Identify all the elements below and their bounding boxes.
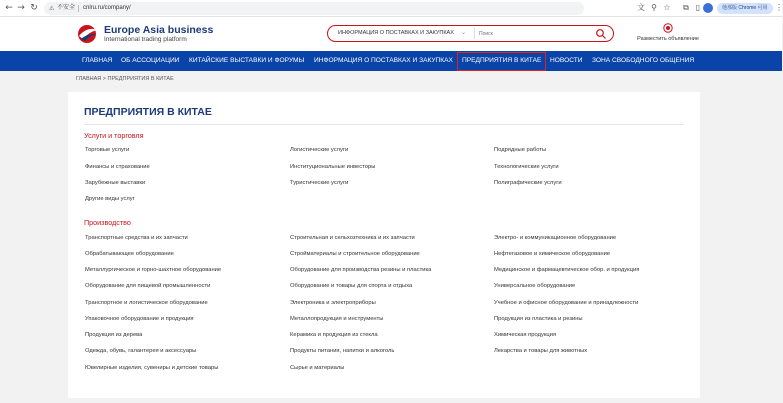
profile-avatar[interactable]	[703, 3, 713, 13]
category-link[interactable]: Технологические услуги	[494, 164, 559, 170]
target-icon	[663, 23, 673, 33]
breadcrumb[interactable]: ГЛАВНАЯ > ПРЕДПРИЯТИЯ В КИТАЕ	[76, 76, 174, 82]
back-icon[interactable]: ←	[5, 3, 13, 13]
url-text[interactable]: cnlru.ru/company/	[83, 5, 131, 11]
category-link[interactable]: Полиграфические услуги	[494, 180, 562, 186]
side-panel-icon[interactable]: ▯	[695, 3, 701, 12]
bookmark-star-icon[interactable]: ☆	[663, 3, 671, 12]
category-link[interactable]: Электроника и электроприборы	[290, 300, 376, 306]
main-nav	[0, 51, 782, 71]
category-link[interactable]: Металлопродукция и инструменты	[290, 316, 384, 322]
category-link[interactable]: Транспортные средства и их запчасти	[85, 235, 188, 241]
more-menu-icon[interactable]: ⋮	[775, 3, 783, 12]
logo-title[interactable]: Europe Asia business	[104, 24, 214, 36]
search-input[interactable]	[474, 28, 594, 39]
category-link[interactable]: Лекарства и товары для животных	[494, 348, 588, 354]
category-link[interactable]: Институциональные инвесторы	[290, 164, 376, 170]
logo-subtitle: International trading platform	[104, 36, 187, 43]
category-link[interactable]: Продукты питания, напитки и алкоголь	[290, 348, 395, 354]
address-bar[interactable]	[44, 2, 584, 15]
section-title-production: Производство	[84, 218, 131, 227]
category-link[interactable]: Другие виды услуг	[85, 196, 135, 202]
category-link[interactable]: Подрядные работы	[494, 147, 547, 153]
category-link[interactable]: Металлургическое и горно-шахтное оборудование	[85, 267, 222, 273]
category-link[interactable]: Туристические услуги	[290, 180, 349, 186]
profile-pill[interactable]: 他那版 Chrome 可用	[717, 3, 773, 14]
search-icon[interactable]	[595, 28, 607, 40]
nav-news[interactable]: НОВОСТИ	[550, 57, 583, 64]
content-card	[68, 92, 700, 398]
zoom-icon[interactable]: ⚲	[651, 3, 657, 12]
search-category-select[interactable]: ИНФОРМАЦИЯ О ПОСТАВКАХ И ЗАКУПКАХ	[338, 30, 454, 36]
extensions-icon[interactable]: ⧉	[683, 3, 689, 12]
category-link[interactable]: Продукция из пластика и резины	[494, 316, 583, 322]
chevron-down-icon[interactable]: ⌄	[461, 30, 467, 36]
category-link[interactable]: Зарубежные выставки	[85, 180, 146, 186]
logo-icon[interactable]	[76, 24, 99, 44]
category-link[interactable]: Финансы и страхование	[85, 164, 150, 170]
forward-icon[interactable]: →	[17, 3, 25, 13]
nav-free-zone[interactable]: ЗОНА СВОБОДНОГО ОБЩЕНИЯ	[592, 57, 695, 64]
category-link[interactable]: Нефтегазовое и химическое оборудование	[494, 251, 611, 257]
page-title: ПРЕДПРИЯТИЯ В КИТАЕ	[84, 106, 212, 118]
post-ad-button[interactable]	[632, 23, 704, 42]
category-link[interactable]: Учебное и офисное оборудование и принадлежности	[494, 300, 639, 306]
reload-icon[interactable]: ↻	[30, 3, 38, 13]
warning-icon[interactable]: ⚠	[49, 5, 55, 12]
title-divider	[84, 124, 684, 125]
category-link[interactable]: Стройматериалы и строительное оборудование	[290, 251, 420, 257]
category-link[interactable]: Строительная и сельхозтехника и их запчасти	[290, 235, 415, 241]
category-link[interactable]: Ювелирные изделия, сувениры и детские товары	[85, 365, 219, 371]
category-link[interactable]: Химическая продукция	[494, 332, 557, 338]
nav-home[interactable]: ГЛАВНАЯ	[82, 57, 113, 64]
search-box	[327, 25, 614, 42]
category-link[interactable]: Обрабатывающее оборудование	[85, 251, 174, 257]
category-link[interactable]: Электро- и коммуникационное оборудование	[494, 235, 617, 241]
category-link[interactable]: Продукция из дерева	[85, 332, 143, 338]
nav-exhibitions[interactable]: КИТАЙСКИЕ ВЫСТАВКИ И ФОРУМЫ	[189, 57, 305, 64]
translate-icon[interactable]: 文	[637, 3, 645, 12]
category-link[interactable]: Логистические услуги	[290, 147, 349, 153]
category-link[interactable]: Сырье и материалы	[290, 365, 345, 371]
category-link[interactable]: Оборудование для пищевой промышленности	[85, 283, 211, 289]
category-link[interactable]: Оборудование для производства резины и пластика	[290, 267, 432, 273]
nav-about[interactable]: ОБ АССОЦИАЦИИ	[121, 57, 180, 64]
nav-supply[interactable]: ИНФОРМАЦИЯ О ПОСТАВКАХ И ЗАКУПКАХ	[314, 57, 453, 64]
category-link[interactable]: Торговые услуги	[85, 147, 130, 153]
category-link[interactable]: Одежда, обувь, галантерея и аксессуары	[85, 348, 197, 354]
category-link[interactable]: Транспортное и логистическое оборудование	[85, 300, 208, 306]
address-divider	[78, 5, 79, 12]
category-link[interactable]: Керамика и продукция из стекла	[290, 332, 378, 338]
browser-toolbar	[0, 0, 782, 17]
post-ad-label: Разместить объявление	[637, 36, 699, 42]
site-header	[0, 17, 782, 51]
category-link[interactable]: Универсальное оборудование	[494, 283, 576, 289]
category-link[interactable]: Медицинское и фармацевтическое обор. и продукция	[494, 267, 640, 273]
category-link[interactable]: Оборудование и товары для спорта и отдыха	[290, 283, 413, 289]
nav-enterprises[interactable]: ПРЕДПРИЯТИЯ В КИТАЕ	[457, 52, 546, 71]
section-title-services: Услуги и торговля	[84, 131, 144, 140]
category-link[interactable]: Упаковочное оборудование и продукция	[85, 316, 194, 322]
insecure-label[interactable]: 不安全	[57, 5, 76, 11]
